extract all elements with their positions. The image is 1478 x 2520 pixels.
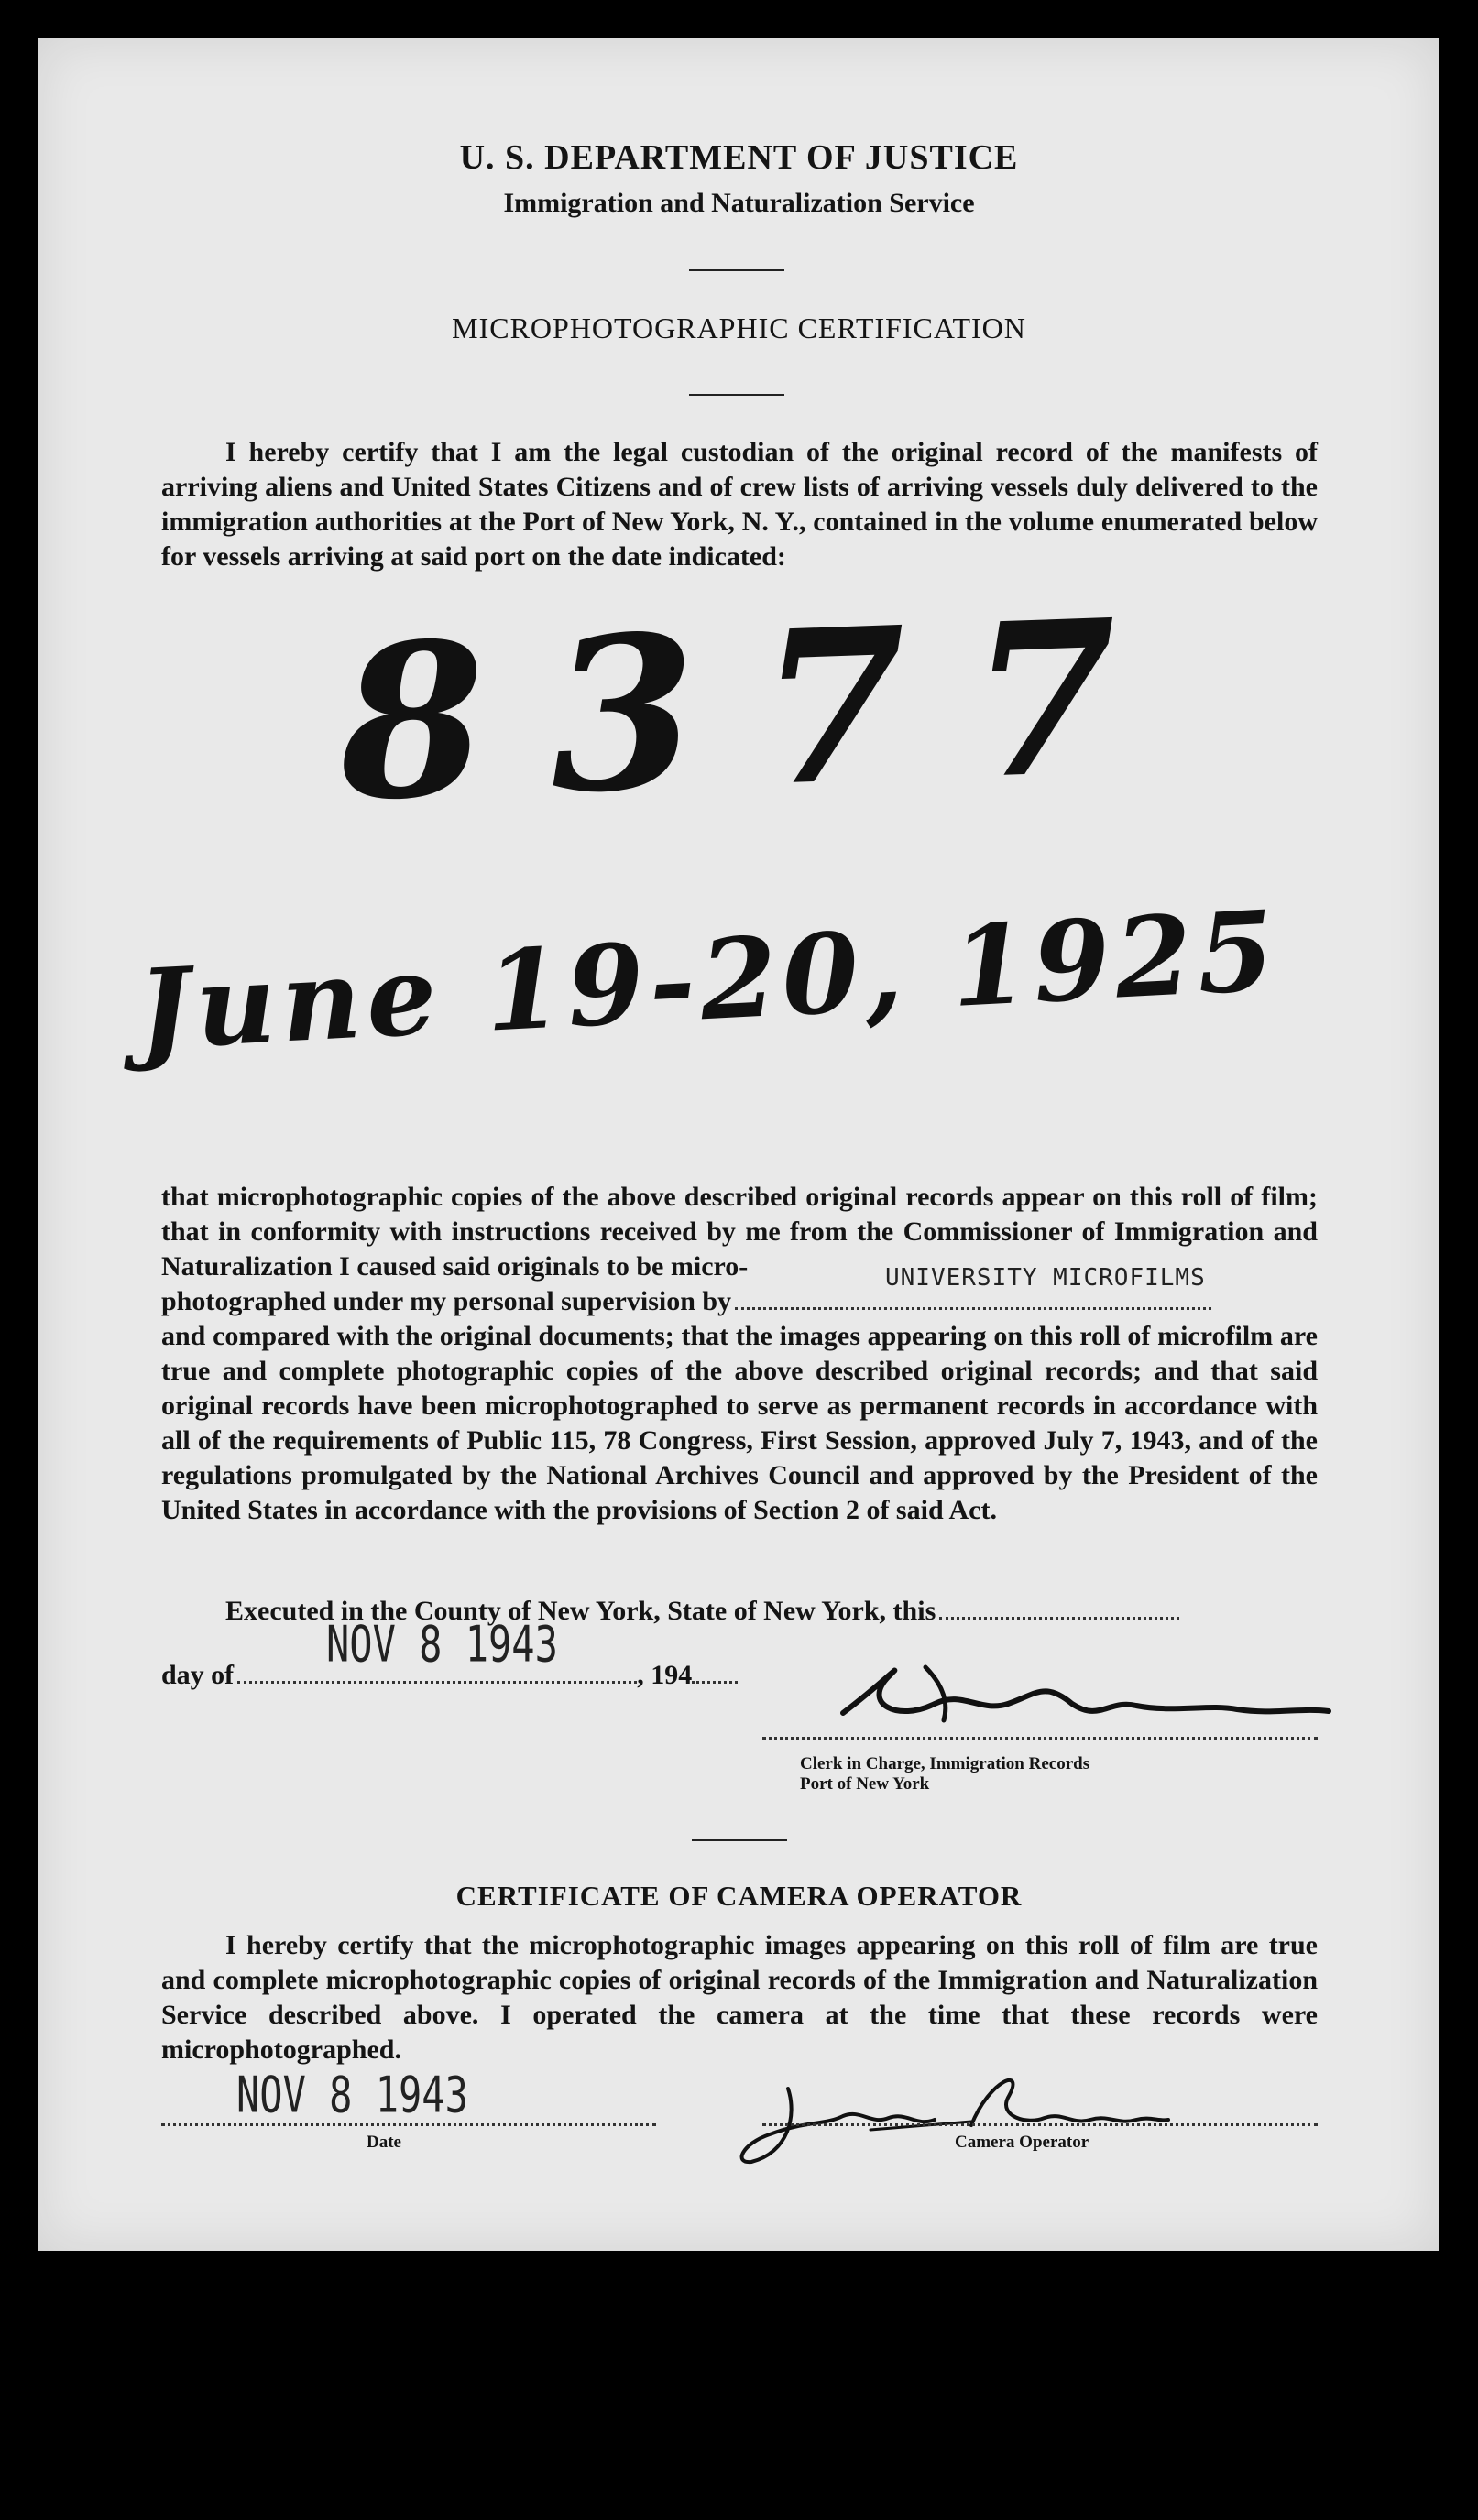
camera-operator-title: CERTIFICATE OF CAMERA OPERATOR	[455, 1880, 1023, 1912]
body-paragraph	[161, 1180, 1318, 1528]
clerk-signature	[825, 1649, 1338, 1740]
camera-operator-paragraph	[161, 1928, 1318, 2067]
operator-signature	[733, 2061, 1173, 2171]
divider	[689, 269, 784, 271]
executed-text: Executed in the County of New York, State of New York, this	[225, 1596, 936, 1626]
divider	[692, 1839, 787, 1841]
intro-paragraph	[161, 435, 1318, 574]
intro-text: I hereby certify that I am the legal custodian of the original record of the manifests of arriving aliens and United States Citizens and of crew lists of arriving vessels duly delivered to the immigration authorities at the Port of New York, N. Y., contained in the volume enumerated below for vessels arriving at said port on the date indicated:	[161, 437, 1318, 572]
clerk-title-line2: Port of New York	[800, 1774, 930, 1794]
divider	[689, 394, 784, 396]
date-label: Date	[367, 2133, 401, 2152]
supervision-label: photographed under my personal supervision by	[161, 1286, 732, 1316]
clerk-signature-line	[762, 1735, 1318, 1740]
year-label: , 194	[637, 1660, 693, 1690]
camera-operator-text: I hereby certify that the microphotographic images appearing on this roll of film are true and complete microphotographic copies of original records of the Immigration and Naturalization Service described above. I operated the camera at the time that these records were microphotographed.	[161, 1930, 1318, 2065]
date-line	[161, 2122, 656, 2126]
executed-date-stamp: NOV 8 1943	[326, 1614, 558, 1674]
service-subheading: Immigration and Naturalization Service	[503, 188, 975, 218]
clerk-title	[800, 1754, 1089, 1795]
body-remainder: and compared with the original documents; that the images appearing on this roll of microfilm are true and complete photographic copies of the above described original records; and that said original records have been microphotographed to serve as permanent records in accordance with all of the requirements of Public 115, 78 Congress, First Session, approved July 7, 1943, and of the regulations promulgated by the National Archives Council and approved by the President of the United States in accordance with the provisions of Section 2 of said Act.	[161, 1321, 1318, 1525]
operator-signature-line	[762, 2122, 1318, 2126]
operator-label: Camera Operator	[955, 2133, 1089, 2152]
department-heading: U. S. DEPARTMENT OF JUSTICE	[459, 138, 1019, 177]
handwritten-volume-number: 8377	[334, 572, 1187, 848]
camera-date-stamp: NOV 8 1943	[236, 2065, 468, 2124]
day-of-label: day of	[161, 1660, 235, 1690]
supervisor-stamp: UNIVERSITY MICROFILMS	[885, 1264, 1206, 1292]
executed-day-blank	[939, 1598, 1179, 1620]
year-blank	[692, 1663, 738, 1684]
certification-title: MICROPHOTOGRAPHIC CERTIFICATION	[452, 311, 1026, 344]
certificate-page	[38, 38, 1439, 2251]
supervision-line	[161, 1264, 1318, 1319]
handwritten-date-range: June 19-20, 1925	[135, 886, 1283, 1075]
clerk-title-line1: Clerk in Charge, Immigration Records	[800, 1754, 1090, 1773]
body-line1: that microphotographic copies of the above described original records appear on this roll of film; that in conformity with instructions received by me from the Commissioner of Immigration and Naturalization I caused said originals to be micro-	[161, 1182, 1318, 1282]
